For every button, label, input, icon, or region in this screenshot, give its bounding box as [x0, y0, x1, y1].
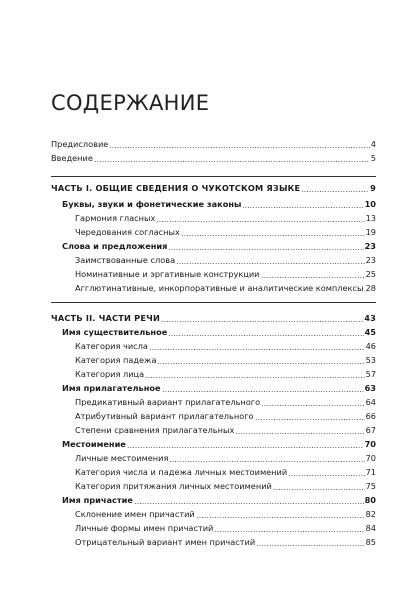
toc-entry-text: Предисловие [51, 139, 109, 149]
dot-leader [181, 230, 365, 237]
dot-leader [149, 344, 365, 351]
toc-part-page: 9 [370, 183, 376, 193]
dot-leader [169, 456, 364, 463]
dot-leader [261, 400, 365, 407]
toc-part-text: ЧАСТЬ II. ЧАСТИ РЕЧИ [51, 313, 161, 323]
toc-part[interactable] [51, 183, 376, 193]
toc-section[interactable] [62, 495, 376, 505]
dot-leader [196, 512, 365, 519]
toc-item-text: Чередования согласных [75, 227, 180, 237]
toc-item-text: Категория числа и падежа личных местоимений [75, 467, 288, 477]
toc-section-page: 70 [364, 439, 376, 449]
toc-item[interactable] [75, 269, 376, 279]
toc-item-text: Степени сравнения прилагательных [75, 425, 235, 435]
toc-item-page: 23 [365, 255, 376, 265]
dot-leader [127, 442, 364, 449]
toc-part-text: ЧАСТЬ I. ОБЩИЕ СВЕДЕНИЯ О ЧУКОТСКОМ ЯЗЫКЕ [51, 183, 301, 193]
toc-section-text: Слова и предложения [62, 241, 168, 251]
dot-leader [156, 216, 364, 223]
toc-item-text: Гармония гласных [75, 213, 156, 223]
dot-leader [214, 526, 364, 533]
toc-part[interactable] [51, 313, 376, 323]
toc-entry-page: 5 [370, 153, 376, 163]
toc-item[interactable] [75, 453, 376, 463]
toc-item[interactable] [75, 481, 376, 491]
toc-item[interactable] [75, 255, 376, 265]
toc-section-page: 80 [364, 495, 376, 505]
toc-item-page: 84 [365, 523, 376, 533]
toc-item-page: 75 [365, 481, 376, 491]
toc-item-text: Личные формы имен причастий [75, 523, 214, 533]
toc-item-page: 82 [365, 509, 376, 519]
toc-section[interactable] [62, 241, 376, 251]
toc-entry[interactable] [51, 139, 376, 149]
toc-item[interactable] [75, 411, 376, 421]
dot-leader [255, 414, 365, 421]
toc-entry-text: Введение [51, 153, 93, 163]
toc-item-text: Категория числа [75, 341, 148, 351]
toc-item-page: 28 [365, 283, 376, 293]
dot-leader [162, 386, 364, 393]
dot-leader [301, 186, 369, 193]
dot-leader [288, 470, 364, 477]
toc-section[interactable] [62, 383, 376, 393]
toc-item-text: Заимствованные слова [75, 255, 176, 265]
toc-item[interactable] [75, 523, 376, 533]
toc-item-page: 64 [365, 397, 376, 407]
toc-item[interactable] [75, 509, 376, 519]
dot-leader [261, 272, 365, 279]
toc-item-page: 53 [365, 355, 376, 365]
toc-item[interactable] [75, 537, 376, 547]
toc-item-page: 13 [365, 213, 376, 223]
dot-leader [256, 540, 364, 547]
toc-item[interactable] [75, 425, 376, 435]
toc-item-text: Агглютинативные, инкорпоративные и аналитические комплексы [75, 283, 364, 293]
dot-leader [273, 484, 365, 491]
toc-section-page: 10 [364, 199, 376, 209]
dot-leader [145, 372, 364, 379]
dot-leader [109, 142, 369, 149]
toc-part-page: 43 [364, 313, 376, 323]
toc-item-text: Предикативный вариант прилагательного [75, 397, 261, 407]
toc-item[interactable] [75, 213, 376, 223]
toc-section[interactable] [62, 199, 376, 209]
toc-item-text: Категория притяжания личных местоимений [75, 481, 272, 491]
toc-item-page: 67 [365, 425, 376, 435]
divider [51, 176, 376, 177]
toc-item-page: 66 [365, 411, 376, 421]
toc-section-page: 63 [364, 383, 376, 393]
toc-item-text: Личные местоимения [75, 453, 169, 463]
toc-item-text: Номинативные и эргативные конструкции [75, 269, 260, 279]
toc-section-page: 45 [364, 327, 376, 337]
toc-section-page: 23 [364, 241, 376, 251]
dot-leader [161, 316, 363, 323]
dot-leader [242, 202, 363, 209]
toc-item[interactable] [75, 355, 376, 365]
toc-item[interactable] [75, 397, 376, 407]
dot-leader [176, 258, 364, 265]
toc-item-page: 19 [365, 227, 376, 237]
toc-section-text: Имя прилагательное [62, 383, 161, 393]
dot-leader [134, 498, 364, 505]
toc-item-page: 70 [365, 453, 376, 463]
toc-item-text: Категория падежа [75, 355, 157, 365]
toc-item-page: 85 [365, 537, 376, 547]
dot-leader [157, 358, 364, 365]
toc-item-page: 25 [365, 269, 376, 279]
toc-item[interactable] [75, 369, 376, 379]
toc-item-text: Категория лица [75, 369, 145, 379]
toc-item-text: Склонение имен причастий [75, 509, 195, 519]
toc-section-text: Имя причастие [62, 495, 133, 505]
dot-leader [94, 156, 370, 163]
page-title: СОДЕРЖАНИЕ [51, 91, 210, 115]
toc-item-page: 57 [365, 369, 376, 379]
toc-item[interactable] [75, 341, 376, 351]
toc-item[interactable] [75, 467, 376, 477]
toc-item[interactable] [75, 227, 376, 237]
toc-item-text: Отрицательный вариант имен причастий [75, 537, 256, 547]
toc-section-text: Местоимение [62, 439, 126, 449]
toc-section-text: Имя существительное [62, 327, 168, 337]
dot-leader [168, 330, 363, 337]
toc-item[interactable] [75, 283, 376, 293]
toc-entry-page: 4 [370, 139, 376, 149]
toc-entry[interactable] [51, 153, 376, 163]
toc-section[interactable] [62, 327, 376, 337]
divider [51, 302, 376, 303]
toc-item-page: 71 [365, 467, 376, 477]
toc-section-text: Буквы, звуки и фонетические законы [62, 199, 242, 209]
toc-section[interactable] [62, 439, 376, 449]
dot-leader [235, 428, 364, 435]
toc-item-text: Атрибутивный вариант прилагательного [75, 411, 254, 421]
toc-item-page: 46 [365, 341, 376, 351]
dot-leader [168, 244, 363, 251]
